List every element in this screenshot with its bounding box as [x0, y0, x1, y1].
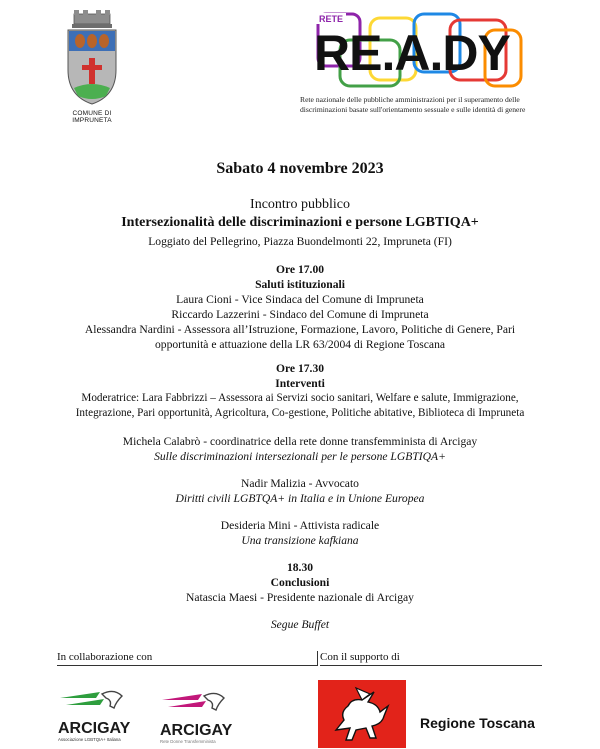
comune-label: COMUNE DI IMPRUNETA [72, 110, 112, 124]
s2-moderator-1: Moderatrice: Lara Fabbrizzi – Assessora ai Servizi socio sanitari, Welfare e salute, Immigrazione, [81, 392, 519, 404]
s1-line-1: Laura Cioni - Vice Sindaca del Comune di Impruneta [176, 293, 424, 306]
s2-time: Ore 17.30 [275, 362, 325, 375]
s1-line-2: Riccardo Lazzerini - Sindaco del Comune di Impruneta [171, 308, 429, 321]
speaker-3-name: Desideria Mini - Attivista radicale [220, 519, 380, 532]
logo-small-text: RETE [319, 14, 344, 24]
s3-heading: Conclusioni [270, 576, 330, 589]
speaker-1-talk: Sulle discriminazioni intersezionali per le persone LGBTIQA+ [154, 450, 446, 463]
event-title: Intersezionalità delle discriminazioni e persone LGBTIQA+ [121, 215, 479, 230]
event-date: Sabato 4 novembre 2023 [216, 160, 384, 177]
buffet-note: Segue Buffet [270, 618, 330, 631]
collab-rule [57, 665, 317, 666]
collab-label: In collaborazione con [57, 651, 153, 663]
support-rule [320, 665, 542, 666]
regione-toscana-label: Regione Toscana [420, 715, 535, 731]
s3-line-1: Natascia Maesi - Presidente nazionale di Arcigay [186, 591, 414, 604]
s1-heading: Saluti istituzionali [255, 278, 345, 291]
s2-moderator-2: Integrazione, Pari opportunità, Agricoltura, Co-gestione, Politiche abitative, Biblioteca di Impruneta [75, 407, 525, 419]
footer-divider [317, 651, 318, 666]
s2-heading: Interventi [275, 377, 325, 390]
arcigay-name: ARCIGAY [58, 720, 131, 737]
speaker-3-talk: Una transizione kafkiana [241, 534, 359, 547]
speaker-2-name: Nadir Malizia - Avvocato [241, 477, 359, 490]
arcigay-logo [56, 688, 140, 742]
s1-line-3: Alessandra Nardini - Assessora all’Istruzione, Formazione, Lavoro, Politiche di Genere, Pari [84, 323, 516, 336]
s1-line-4: opportunità e attuazione della LR 63/2004 di Regione Toscana [154, 338, 446, 351]
arcigay-donne-sub: Rete Donne Transfemminista [160, 739, 216, 744]
speaker-1-name: Michela Calabrò - coordinatrice della rete donne transfemminista di Arcigay [122, 435, 478, 448]
arcigay-donne-logo [158, 690, 242, 744]
ready-network-logo [310, 10, 535, 92]
event-kind: Incontro pubblico [250, 197, 350, 212]
logo-big-text: RE.A.DY [314, 25, 510, 81]
regione-toscana-emblem [318, 680, 406, 748]
s3-time: 18.30 [286, 561, 314, 574]
s1-time: Ore 17.00 [275, 263, 325, 276]
impruneta-coat-of-arms [60, 8, 124, 108]
logo-caption: Rete nazionale delle pubbliche amministrazioni per il superamento delle discriminazioni basate sull'orientamento sessuale e sulle identità di genere [300, 95, 526, 114]
arcigay-sub: Associazione LGBTQIA+ Italiana [58, 737, 121, 742]
event-venue: Loggiato del Pellegrino, Piazza Buondelmonti 22, Impruneta (FI) [148, 235, 452, 248]
arcigay-donne-name: ARCIGAY [160, 722, 233, 739]
speaker-2-talk: Diritti civili LGBTQA+ in Italia e in Unione Europea [175, 492, 425, 505]
support-label: Con il supporto di [320, 651, 400, 663]
